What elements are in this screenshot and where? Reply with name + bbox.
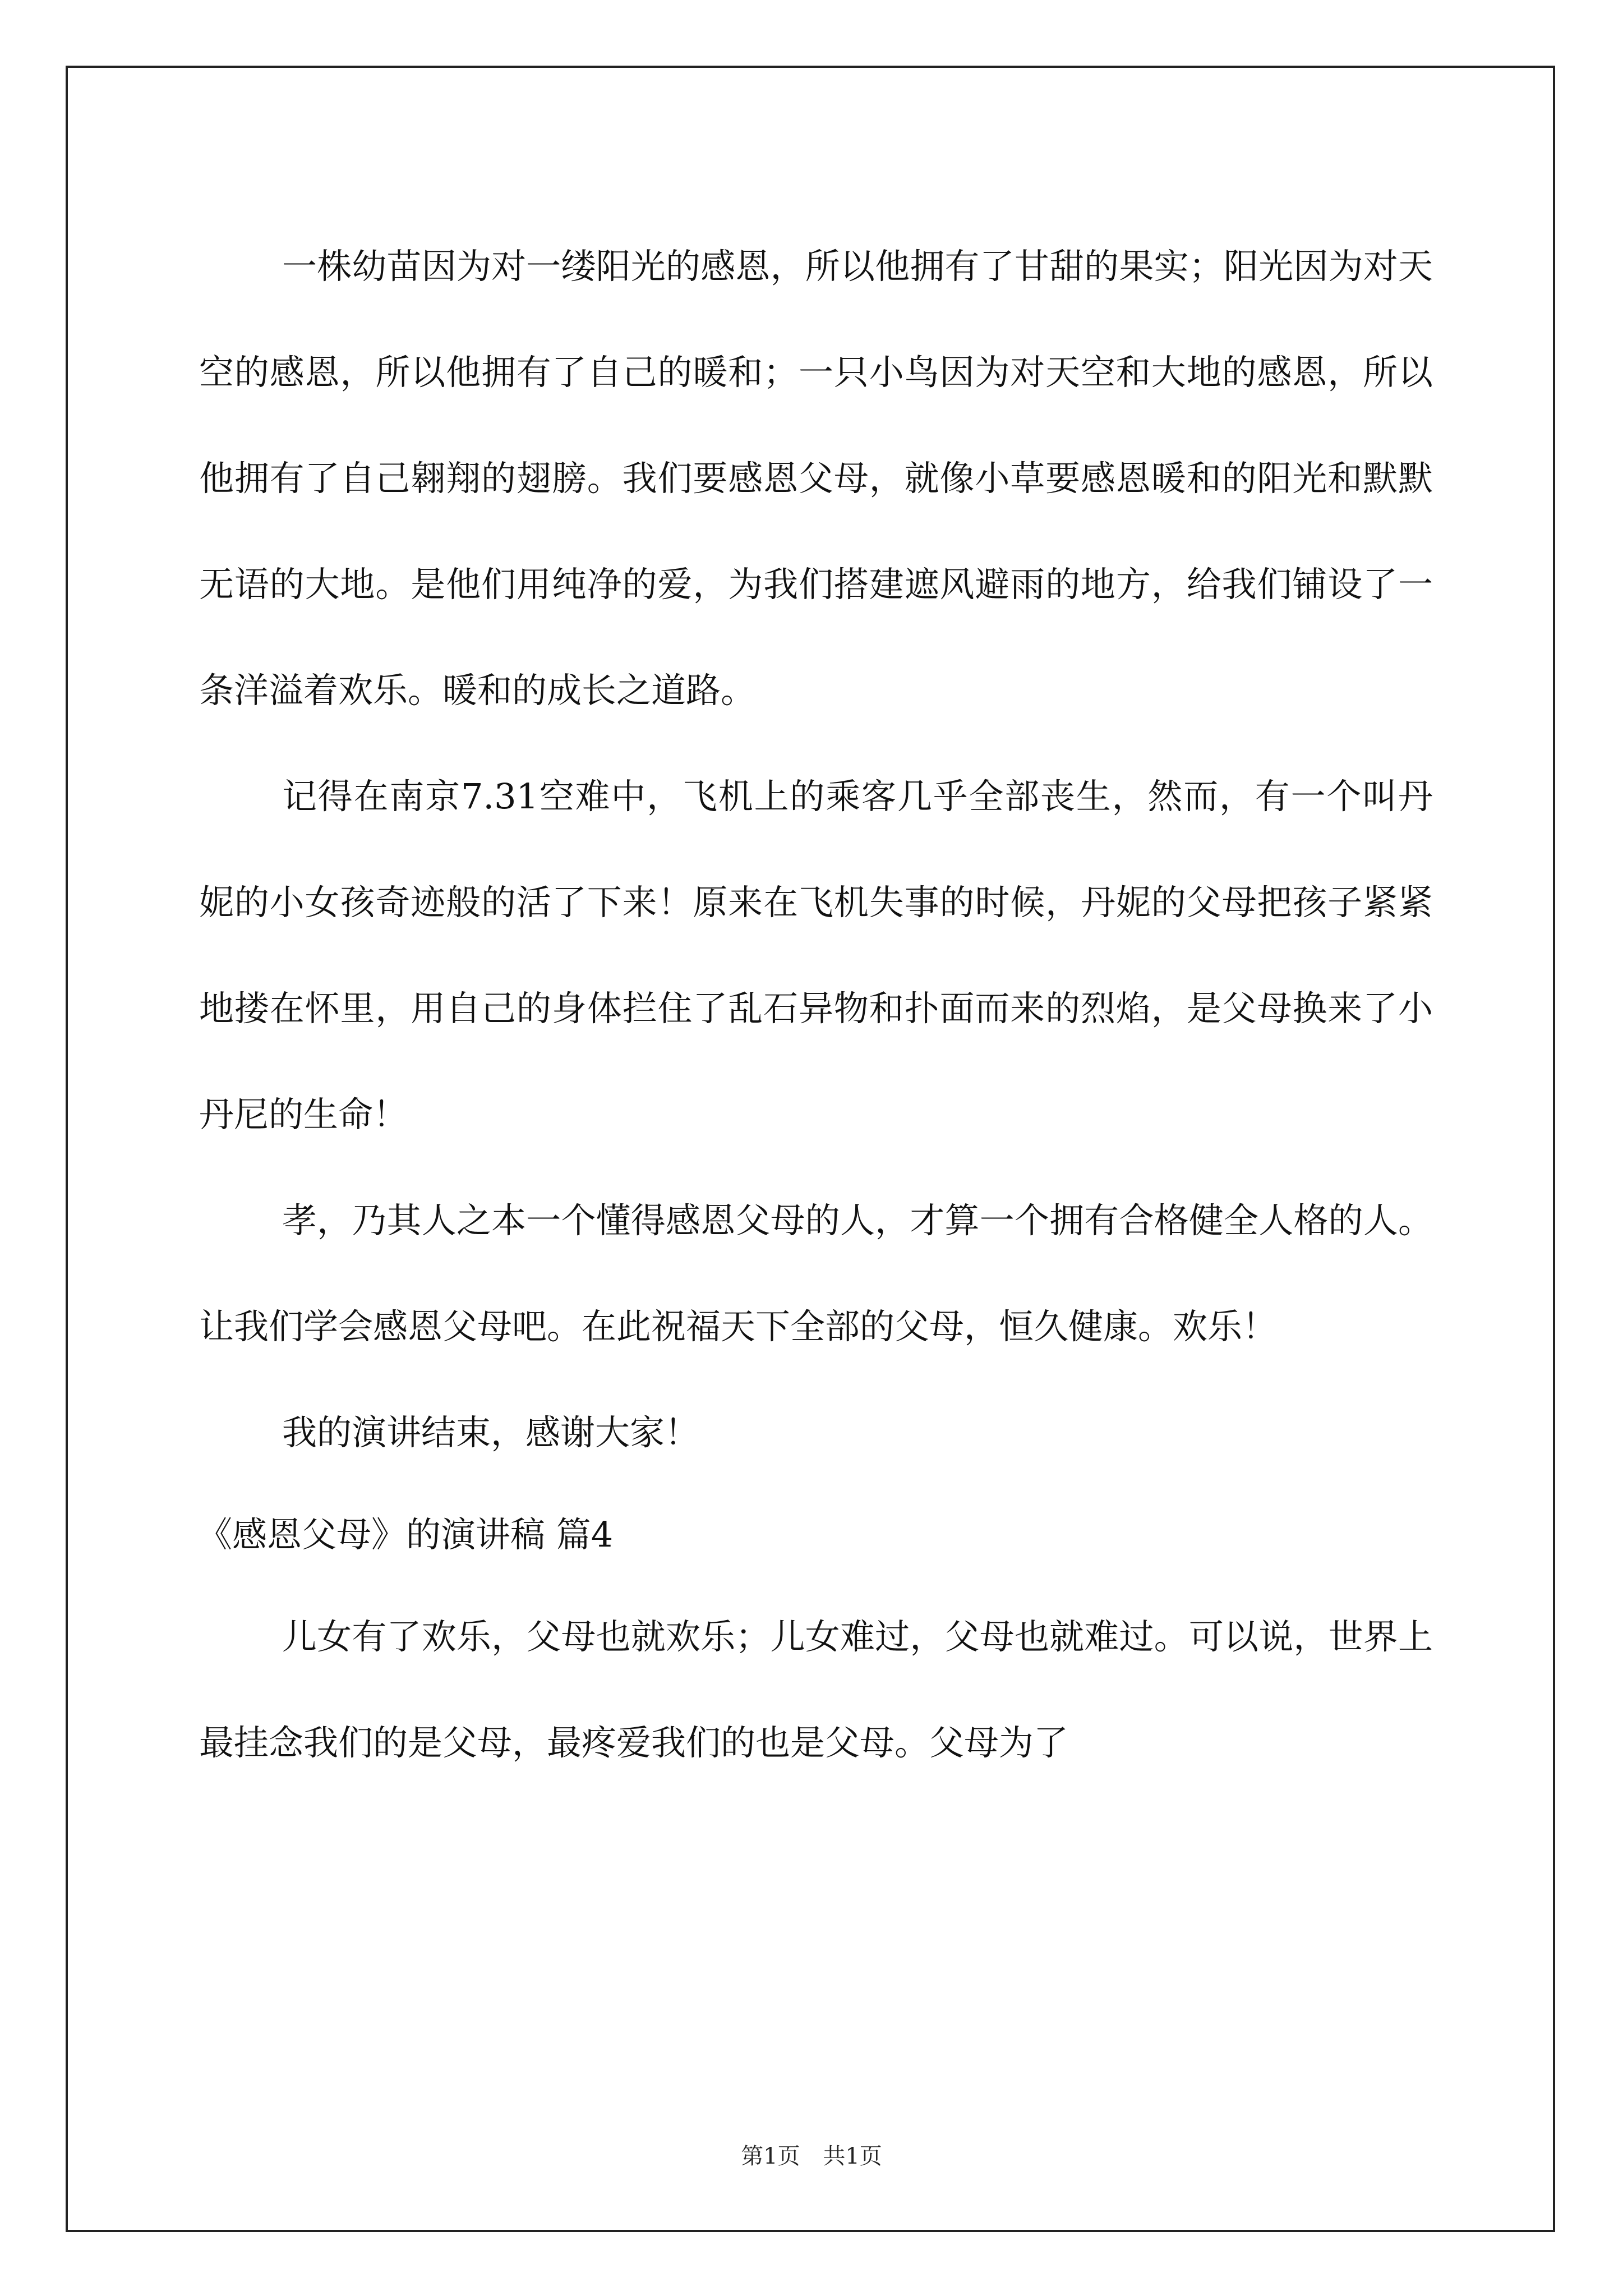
- paragraph-3: 孝，乃其人之本一个懂得感恩父母的人，才算一个拥有合格健全人格的人。让我们学会感恩父母吧。在此祝福天下全部的父母，恒久健康。欢乐！: [199, 1200, 1433, 1347]
- page-number: 第1页: [741, 2143, 800, 2169]
- page-total: 共1页: [823, 2143, 882, 2169]
- section-heading: 《感恩父母》的演讲稿 篇4: [197, 1514, 614, 1555]
- paragraph-2: 记得在南京7.31空难中，飞机上的乘客几乎全部丧生，然而，有一个叫丹妮的小女孩奇迹般的活了下来！原来在飞机失事的时候，丹妮的父母把孩子紧紧地搂在怀里，用自己的身体拦住了乱石异物和扑面而来的烈焰，是父母换来了小丹尼的生命！: [199, 776, 1433, 1135]
- document-body: [199, 213, 1433, 1796]
- paragraph-1: 一株幼苗因为对一缕阳光的感恩，所以他拥有了甘甜的果实；阳光因为对天空的感恩，所以他拥有了自己的暖和；一只小鸟因为对天空和大地的感恩，所以他拥有了自己翱翔的翅膀。我们要感恩父母，就像小草要感恩暖和的阳光和默默无语的大地。是他们用纯净的爱，为我们搭建遮风避雨的地方，给我们铺设了一条洋溢着欢乐。暖和的成长之道路。: [199, 246, 1433, 711]
- paragraph-4: 我的演讲结束，感谢大家！: [282, 1412, 700, 1453]
- paragraph-5: 儿女有了欢乐，父母也就欢乐；儿女难过，父母也就难过。可以说，世界上最挂念我们的是父母，最疼爱我们的也是父母。父母为了: [199, 1616, 1433, 1763]
- page-footer: [0, 2138, 1623, 2170]
